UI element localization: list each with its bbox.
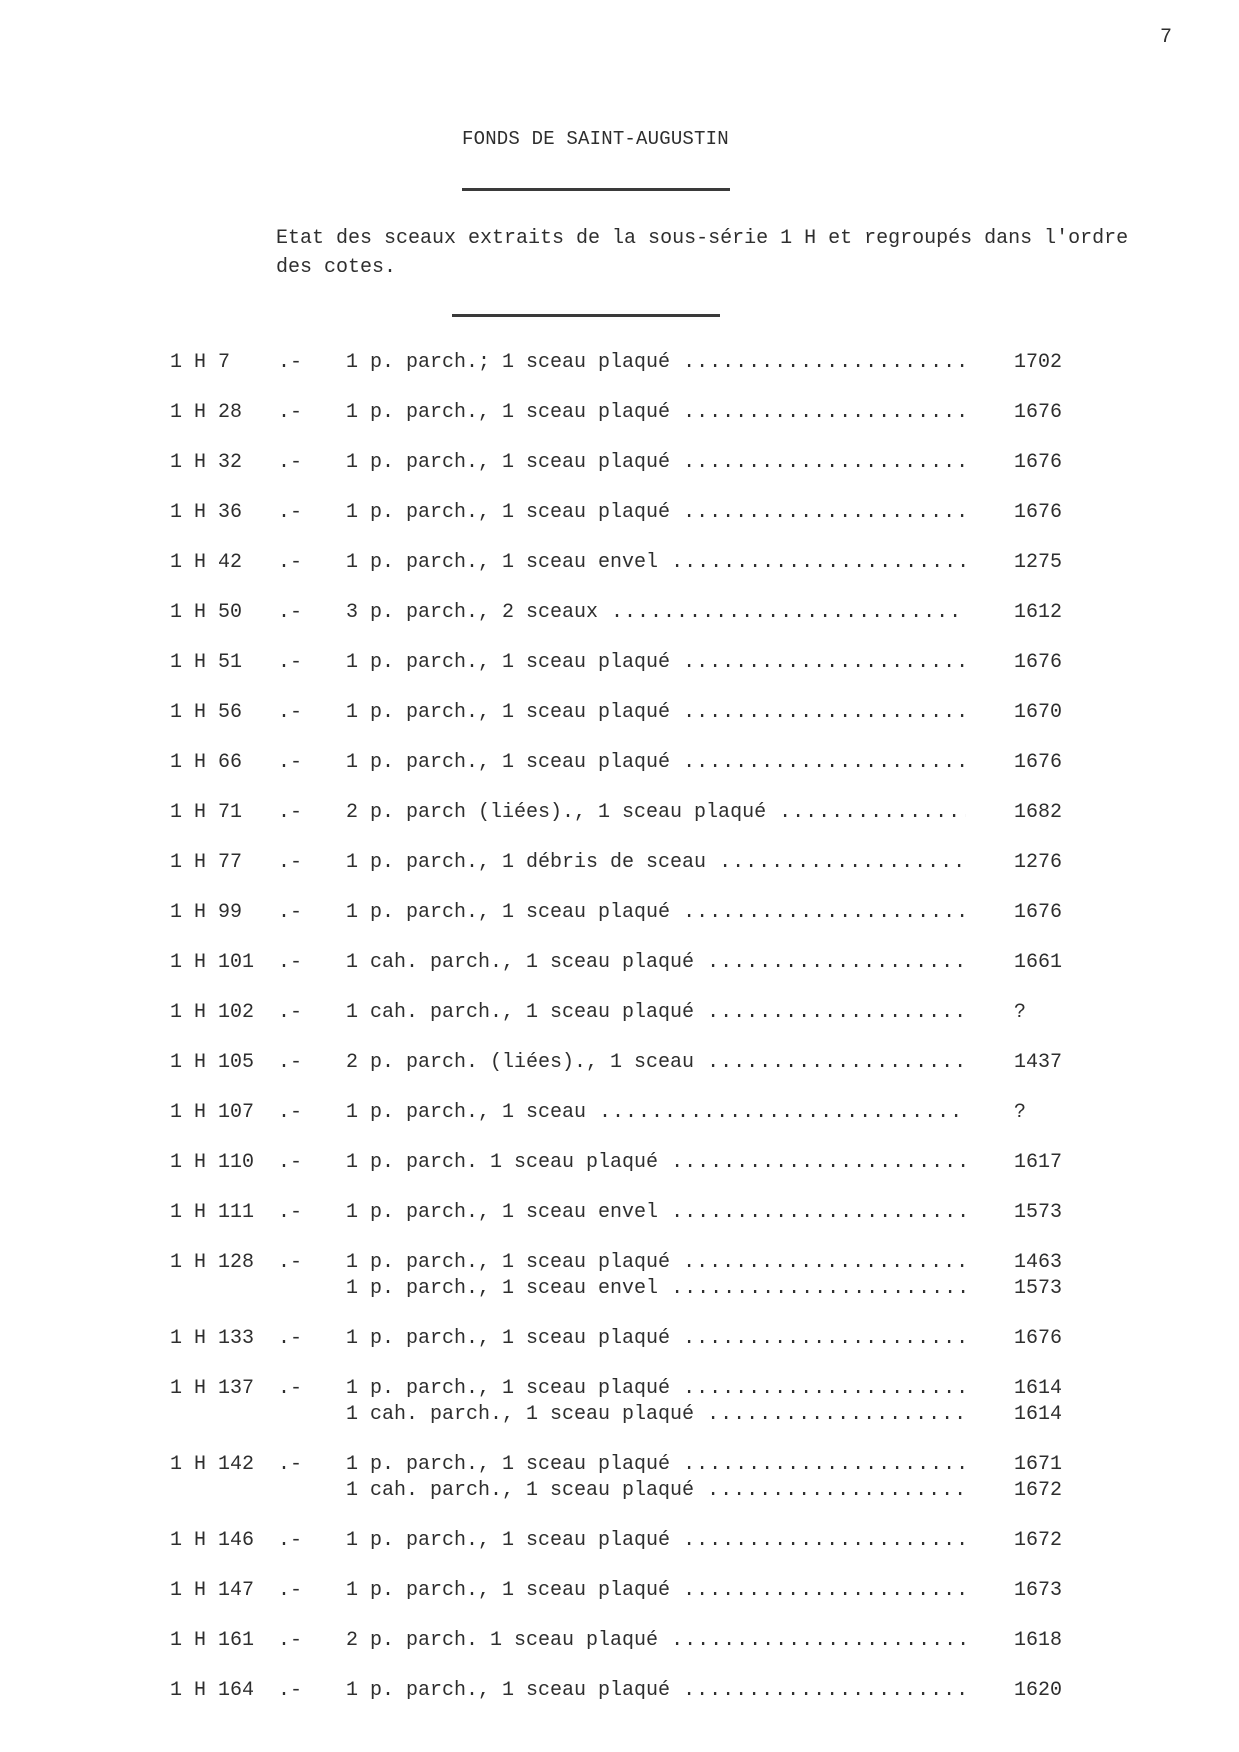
- entry-description: 2 p. parch (liées)., 1 sceau plaqué .....: [346, 800, 966, 826]
- entry-year: 1661: [1014, 951, 1063, 974]
- entry-line: [0, 1200, 1239, 1226]
- entry-year: 1673: [1014, 1579, 1063, 1602]
- entry-line: [0, 550, 1239, 576]
- entry-year: 1676: [1014, 401, 1063, 424]
- entry-description: 1 p. parch., 1 sceau plaqué .....: [346, 1528, 966, 1554]
- list-item: [0, 600, 1239, 650]
- list-item: [0, 1452, 1239, 1528]
- list-item: [0, 1376, 1239, 1452]
- entry-year: 1617: [1014, 1151, 1063, 1174]
- entry-line: [0, 750, 1239, 776]
- list-item: [0, 1250, 1239, 1326]
- entry-year: 1676: [1014, 751, 1063, 774]
- entry-cote: 1 H 161: [170, 1629, 255, 1652]
- entry-year: ?: [1014, 1101, 1027, 1124]
- entry-cote: 1 H 28: [170, 401, 243, 424]
- entry-line: [0, 1578, 1239, 1604]
- list-item: [0, 950, 1239, 1000]
- entry-year: 1671: [1014, 1453, 1063, 1476]
- list-item: [0, 700, 1239, 750]
- entry-line: [0, 1376, 1239, 1402]
- entry-cote: 1 H 128: [170, 1251, 255, 1274]
- entry-description: 1 p. parch., 1 débris de sceau .....: [346, 850, 966, 876]
- entry-description: 1 p. parch., 1 sceau plaqué .....: [346, 1250, 966, 1276]
- entry-cote: 1 H 77: [170, 851, 243, 874]
- entry-separator: .-: [278, 1579, 303, 1602]
- entry-line: [0, 800, 1239, 826]
- entry-line: [0, 700, 1239, 726]
- entry-separator: .-: [278, 1101, 303, 1124]
- entry-description: 1 cah. parch., 1 sceau plaqué .....: [346, 950, 966, 976]
- entry-separator: .-: [278, 1327, 303, 1350]
- list-item: [0, 1050, 1239, 1100]
- entry-year: 1682: [1014, 801, 1063, 824]
- entry-description: 1 p. parch., 1 sceau plaqué .....: [346, 700, 966, 726]
- entry-cote: 1 H 50: [170, 601, 243, 624]
- entry-year: 1573: [1014, 1277, 1063, 1300]
- entry-separator: .-: [278, 1201, 303, 1224]
- list-item: [0, 1000, 1239, 1050]
- entry-year: 1618: [1014, 1629, 1063, 1652]
- entry-year: 1276: [1014, 851, 1063, 874]
- entry-cote: 1 H 164: [170, 1679, 255, 1702]
- entry-description: 2 p. parch. 1 sceau plaqué .....: [346, 1628, 966, 1654]
- entry-year: 1676: [1014, 901, 1063, 924]
- entry-line: [0, 600, 1239, 626]
- entry-description: 1 p. parch., 1 sceau plaqué .....: [346, 1326, 966, 1352]
- entry-separator: .-: [278, 551, 303, 574]
- entry-description: 1 p. parch., 1 sceau plaqué .....: [346, 650, 966, 676]
- entry-line: [0, 1000, 1239, 1026]
- entry-description: 1 p. parch., 1 sceau plaqué .....: [346, 400, 966, 426]
- entry-description: 1 cah. parch., 1 sceau plaqué .....: [346, 1402, 966, 1428]
- entry-cote: 1 H 137: [170, 1377, 255, 1400]
- entry-cote: 1 H 110: [170, 1151, 255, 1174]
- entry-cote: 1 H 36: [170, 501, 243, 524]
- entry-cote: 1 H 147: [170, 1579, 255, 1602]
- entry-cote: 1 H 7: [170, 351, 231, 374]
- entry-line: [0, 1402, 1239, 1428]
- entry-separator: .-: [278, 1679, 303, 1702]
- entry-description: 1 p. parch., 1 sceau plaqué .....: [346, 450, 966, 476]
- entry-separator: .-: [278, 651, 303, 674]
- list-item: [0, 1150, 1239, 1200]
- entry-year: 1672: [1014, 1479, 1063, 1502]
- entry-line: [0, 1326, 1239, 1352]
- entry-cote: 1 H 71: [170, 801, 243, 824]
- entry-line: [0, 950, 1239, 976]
- entry-year: ?: [1014, 1001, 1027, 1024]
- entry-line: [0, 400, 1239, 426]
- entry-year: 1676: [1014, 1327, 1063, 1350]
- entry-cote: 1 H 133: [170, 1327, 255, 1350]
- entry-separator: .-: [278, 1001, 303, 1024]
- list-item: [0, 650, 1239, 700]
- list-item: [0, 400, 1239, 450]
- list-item: [0, 1528, 1239, 1578]
- entry-line: [0, 350, 1239, 376]
- entry-cote: 1 H 146: [170, 1529, 255, 1552]
- entry-separator: .-: [278, 601, 303, 624]
- entry-year: 1670: [1014, 701, 1063, 724]
- entry-separator: .-: [278, 801, 303, 824]
- list-item: [0, 550, 1239, 600]
- entry-separator: .-: [278, 351, 303, 374]
- entry-cote: 1 H 102: [170, 1001, 255, 1024]
- list-item: [0, 1326, 1239, 1376]
- entry-description: 1 p. parch., 1 sceau envel .....: [346, 1276, 966, 1302]
- entry-line: [0, 1100, 1239, 1126]
- list-item: [0, 350, 1239, 400]
- entry-line: [0, 1678, 1239, 1704]
- entry-line: [0, 1478, 1239, 1504]
- entry-description: 1 cah. parch., 1 sceau plaqué .....: [346, 1478, 966, 1504]
- entry-separator: .-: [278, 401, 303, 424]
- list-item: [0, 1200, 1239, 1250]
- page-title: FONDS DE SAINT-AUGUSTIN: [462, 128, 729, 150]
- list-item: [0, 750, 1239, 800]
- entry-year: 1676: [1014, 501, 1063, 524]
- entry-year: 1463: [1014, 1251, 1063, 1274]
- entry-year: 1672: [1014, 1529, 1063, 1552]
- entry-line: [0, 1452, 1239, 1478]
- seal-list: [0, 350, 1239, 1728]
- entry-separator: .-: [278, 1051, 303, 1074]
- entry-year: 1437: [1014, 1051, 1063, 1074]
- list-item: [0, 500, 1239, 550]
- entry-separator: .-: [278, 1251, 303, 1274]
- list-item: [0, 1100, 1239, 1150]
- entry-cote: 1 H 66: [170, 751, 243, 774]
- entry-separator: .-: [278, 501, 303, 524]
- entry-line: [0, 500, 1239, 526]
- entry-description: 1 cah. parch., 1 sceau plaqué .....: [346, 1000, 966, 1026]
- entry-cote: 1 H 142: [170, 1453, 255, 1476]
- entry-description: 1 p. parch., 1 sceau plaqué .....: [346, 1452, 966, 1478]
- list-item: [0, 800, 1239, 850]
- entry-description: 1 p. parch.; 1 sceau plaqué .....: [346, 350, 966, 376]
- entry-description: 3 p. parch., 2 sceaux .....: [346, 600, 966, 626]
- entry-year: 1612: [1014, 601, 1063, 624]
- entry-line: [0, 1150, 1239, 1176]
- entry-cote: 1 H 51: [170, 651, 243, 674]
- entry-line: [0, 1628, 1239, 1654]
- entry-description: 1 p. parch., 1 sceau .....: [346, 1100, 966, 1126]
- entry-line: [0, 450, 1239, 476]
- entry-description: 1 p. parch., 1 sceau plaqué .....: [346, 500, 966, 526]
- entry-year: 1702: [1014, 351, 1063, 374]
- entry-line: [0, 1250, 1239, 1276]
- entry-cote: 1 H 32: [170, 451, 243, 474]
- entry-separator: .-: [278, 451, 303, 474]
- list-item: [0, 450, 1239, 500]
- entry-year: 1573: [1014, 1201, 1063, 1224]
- entry-separator: .-: [278, 1377, 303, 1400]
- entry-separator: .-: [278, 901, 303, 924]
- entry-description: 1 p. parch., 1 sceau envel .....: [346, 1200, 966, 1226]
- entry-year: 1275: [1014, 551, 1063, 574]
- entry-year: 1676: [1014, 651, 1063, 674]
- intro-underline: [452, 314, 720, 317]
- entry-separator: .-: [278, 1453, 303, 1476]
- entry-cote: 1 H 101: [170, 951, 255, 974]
- entry-description: 1 p. parch., 1 sceau plaqué .....: [346, 1376, 966, 1402]
- entry-year: 1614: [1014, 1403, 1063, 1426]
- entry-line: [0, 1528, 1239, 1554]
- title-underline: [462, 188, 730, 191]
- entry-line: [0, 900, 1239, 926]
- entry-cote: 1 H 56: [170, 701, 243, 724]
- entry-cote: 1 H 42: [170, 551, 243, 574]
- entry-description: 2 p. parch. (liées)., 1 sceau .....: [346, 1050, 966, 1076]
- entry-year: 1614: [1014, 1377, 1063, 1400]
- entry-cote: 1 H 99: [170, 901, 243, 924]
- entry-cote: 1 H 111: [170, 1201, 255, 1224]
- entry-description: 1 p. parch., 1 sceau envel .....: [346, 550, 966, 576]
- entry-separator: .-: [278, 1151, 303, 1174]
- entry-separator: .-: [278, 951, 303, 974]
- entry-description: 1 p. parch., 1 sceau plaqué .....: [346, 900, 966, 926]
- entry-cote: 1 H 107: [170, 1101, 255, 1124]
- entry-year: 1676: [1014, 451, 1063, 474]
- intro-paragraph: Etat des sceaux extraits de la sous-série 1 H et regroupés dans l'ordre des cotes.: [276, 227, 1129, 279]
- entry-description: 1 p. parch. 1 sceau plaqué .....: [346, 1150, 966, 1176]
- entry-separator: .-: [278, 701, 303, 724]
- entry-line: [0, 1050, 1239, 1076]
- list-item: [0, 1678, 1239, 1728]
- entry-separator: .-: [278, 851, 303, 874]
- page-number: 7: [1160, 26, 1173, 49]
- entry-separator: .-: [278, 751, 303, 774]
- entry-description: 1 p. parch., 1 sceau plaqué .....: [346, 1678, 966, 1704]
- entry-separator: .-: [278, 1629, 303, 1652]
- entry-separator: .-: [278, 1529, 303, 1552]
- entry-description: 1 p. parch., 1 sceau plaqué .....: [346, 1578, 966, 1604]
- list-item: [0, 900, 1239, 950]
- entry-cote: 1 H 105: [170, 1051, 255, 1074]
- entry-description: 1 p. parch., 1 sceau plaqué .....: [346, 750, 966, 776]
- list-item: [0, 850, 1239, 900]
- list-item: [0, 1628, 1239, 1678]
- entry-line: [0, 650, 1239, 676]
- entry-line: [0, 1276, 1239, 1302]
- list-item: [0, 1578, 1239, 1628]
- entry-year: 1620: [1014, 1679, 1063, 1702]
- entry-line: [0, 850, 1239, 876]
